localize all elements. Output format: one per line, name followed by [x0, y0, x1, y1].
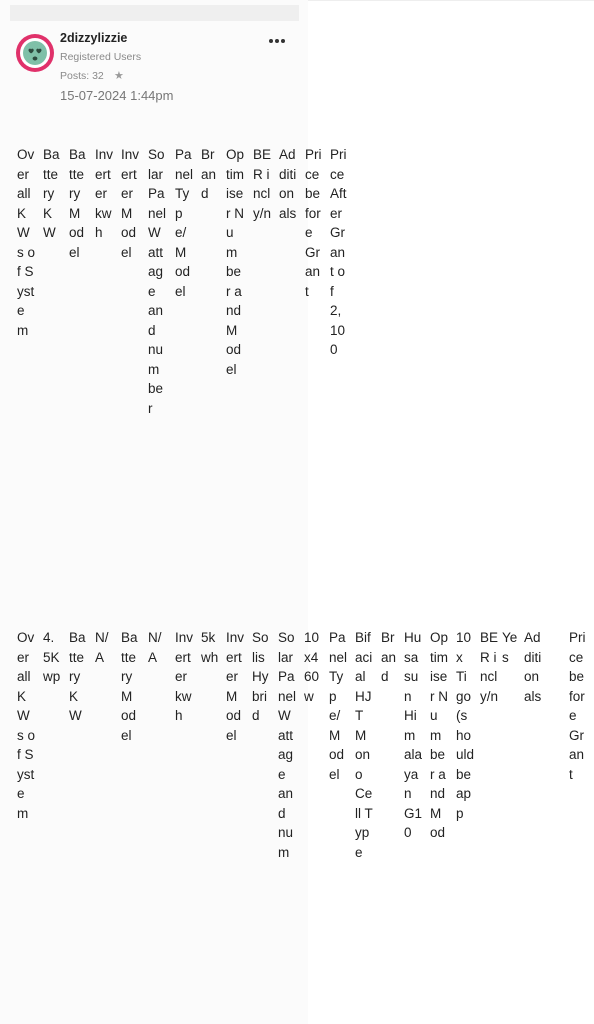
table-cell: Bifacial HJT Mono Cell Type [355, 630, 373, 860]
table-header-cell: BER incl y/n [253, 147, 272, 221]
table-cell: Optimiser Number and Mod [430, 630, 449, 840]
table-cell: 5kwh [201, 630, 219, 665]
table-cell: Battery Model [121, 630, 138, 743]
table-cell: 10x460w [304, 630, 320, 704]
table-header-cell: Optimiser Number and Model [226, 147, 245, 377]
avatar-emoji-icon [20, 38, 50, 68]
table-cell: Inverter Model [226, 630, 245, 743]
table-cell: Solis Hybrid [252, 630, 269, 723]
table-cell: N/A [148, 630, 162, 665]
star-icon: ★ [114, 70, 124, 82]
table-cell: Brand [381, 630, 397, 684]
table-header-cell: Solar Panel Wattage and number [148, 147, 167, 416]
table-header-cell: Brand [201, 147, 217, 201]
table-header-cell: Battery KW [43, 147, 60, 240]
table-cell: 4.5Kwp [43, 630, 61, 684]
divider [308, 0, 594, 1]
avatar[interactable] [16, 34, 54, 72]
table-cell: Overall KWs of System [17, 630, 36, 821]
table-header-cell: Battery Model [69, 147, 86, 260]
table-cell: BER incl y/n [480, 630, 499, 704]
more-options-icon [269, 39, 273, 43]
table-header-cell: Inverter kwh [95, 147, 114, 240]
table-cell: Husasun Himalayan G10 [404, 630, 423, 840]
table-header-cell: Price After Grant of 2,100 [330, 147, 347, 357]
author-role: Registered Users [60, 51, 142, 63]
previous-post-edge [10, 5, 299, 21]
author-name[interactable]: 2dizzylizzie [60, 31, 128, 45]
table-cell: N/A [95, 630, 109, 665]
table-cell: Inverter kwh [175, 630, 194, 723]
table-cell: Battery KW [69, 630, 86, 723]
table-cell: Solar Panel Wattage and num [278, 630, 297, 860]
more-options-button[interactable] [266, 32, 288, 50]
table-cell: Panel Type/ Model [329, 630, 348, 782]
table-cell: 10x Tigo (should be app [456, 630, 475, 821]
table-header-cell: Additionals [279, 147, 297, 221]
table-header-cell: Overall KWs of System [17, 147, 36, 338]
post-timestamp: 15-07-2024 1:44pm [60, 88, 174, 103]
table-header-cell: Inverter Model [121, 147, 140, 260]
table-cell: Price before Grant [569, 630, 586, 782]
table-cell: Additionals [524, 630, 542, 704]
table-header-cell: Price before Grant [305, 147, 322, 299]
table-cell: Yes [502, 630, 518, 665]
posts-count: Posts: 32 [60, 70, 104, 82]
table-header-cell: Panel Type/ Model [175, 147, 194, 299]
